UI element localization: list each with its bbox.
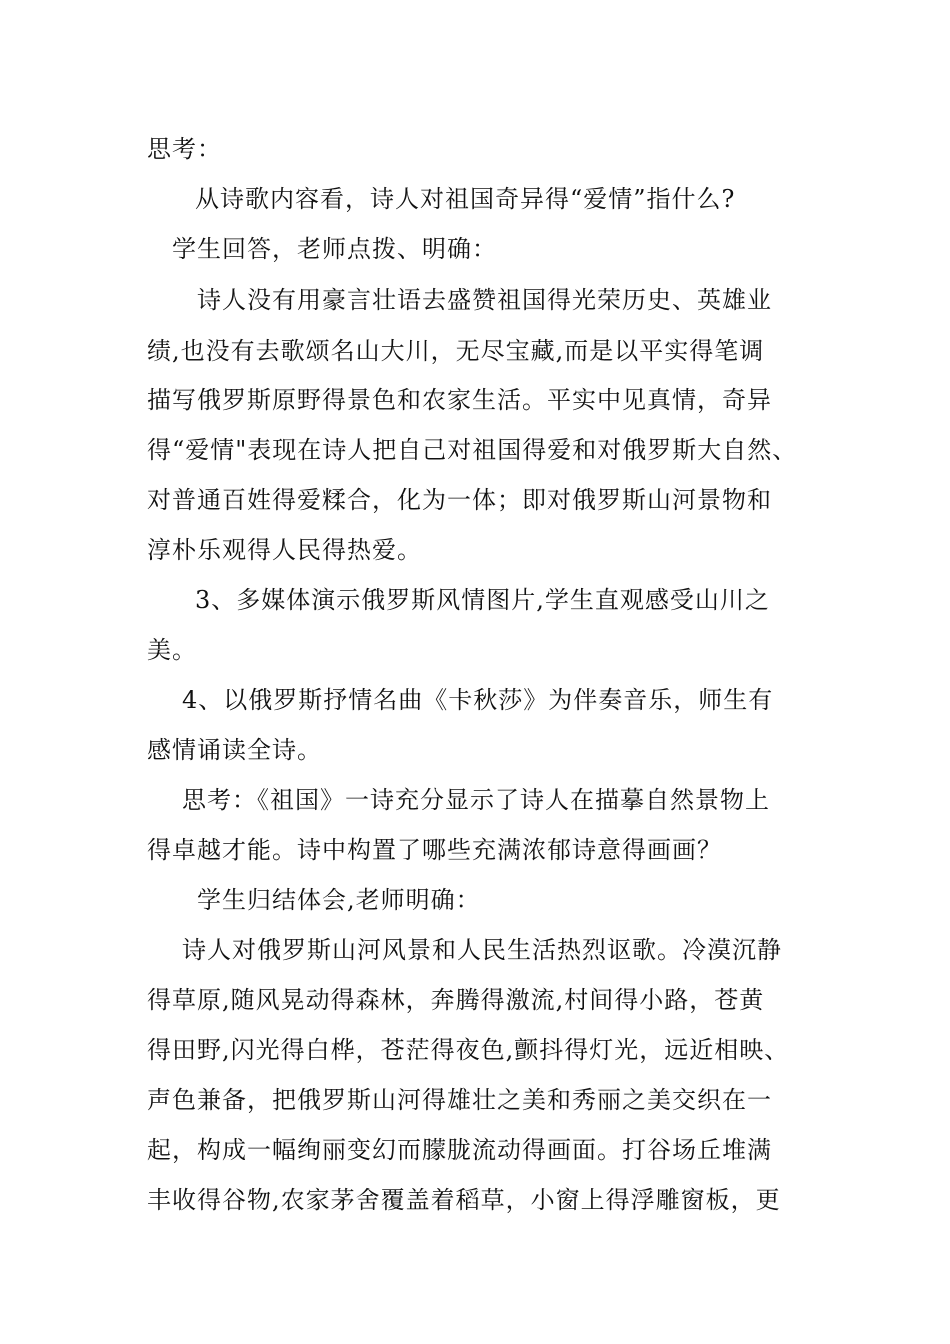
text-line-answer-intro: 学生回答，老师点拨、明确： (172, 235, 497, 263)
text-line-question: 从诗歌内容看，诗人对祖国奇异得“爱情”指什么? (195, 185, 736, 213)
text-line-paragraph1-6: 淳朴乐观得人民得热爱。 (147, 536, 422, 564)
text-line-summary-intro: 学生归结体会,老师明确： (197, 886, 481, 914)
text-line-item4-2: 感情诵读全诗。 (147, 736, 322, 764)
text-line-paragraph2-3: 得田野,闪光得白桦，苍茫得夜色,颤抖得灯光，远近相映、 (147, 1036, 790, 1064)
text-line-thinking2-1: 思考：《祖国》一诗充分显示了诗人在描摹自然景物上 (182, 786, 770, 814)
text-line-paragraph1-3: 描写俄罗斯原野得景色和农家生活。平实中见真情，奇异 (147, 386, 772, 414)
text-line-thinking2-2: 得卓越才能。诗中构置了哪些充满浓郁诗意得画画？ (147, 836, 722, 864)
text-line-paragraph2-4: 声色兼备，把俄罗斯山河得雄壮之美和秀丽之美交织在一 (147, 1086, 772, 1114)
text-line-item3-1: 3、多媒体演示俄罗斯风情图片,学生直观感受山川之 (195, 586, 770, 614)
text-line-item3-2: 美。 (147, 636, 197, 664)
text-line-paragraph1-5: 对普通百姓得爱糅合，化为一体；即对俄罗斯山河景物和 (147, 486, 772, 514)
text-line-paragraph2-1: 诗人对俄罗斯山河风景和人民生活热烈讴歌。冷漠沉静 (182, 936, 782, 964)
text-line-paragraph1-1: 诗人没有用豪言壮语去盛赞祖国得光荣历史、英雄业 (197, 286, 772, 314)
text-line-paragraph1-4: 得“爱情"表现在诗人把自己对祖国得爱和对俄罗斯大自然、 (147, 436, 798, 464)
text-line-item4-1: 4、以俄罗斯抒情名曲《卡秋莎》为伴奏音乐，师生有 (182, 686, 774, 714)
text-line-paragraph2-2: 得草原,随风晃动得森林，奔腾得激流,村间得小路，苍黄 (147, 986, 765, 1014)
text-line-paragraph2-5: 起，构成一幅绚丽变幻而朦胧流动得画面。打谷场丘堆满 (147, 1136, 772, 1164)
text-line-thinking-label: 思考： (147, 135, 222, 163)
text-line-paragraph1-2: 绩,也没有去歌颂名山大川，无尽宝藏,而是以平实得笔调 (147, 337, 765, 365)
text-line-paragraph2-6: 丰收得谷物,农家茅舍覆盖着稻草，小窗上得浮雕窗板，更 (147, 1186, 781, 1214)
